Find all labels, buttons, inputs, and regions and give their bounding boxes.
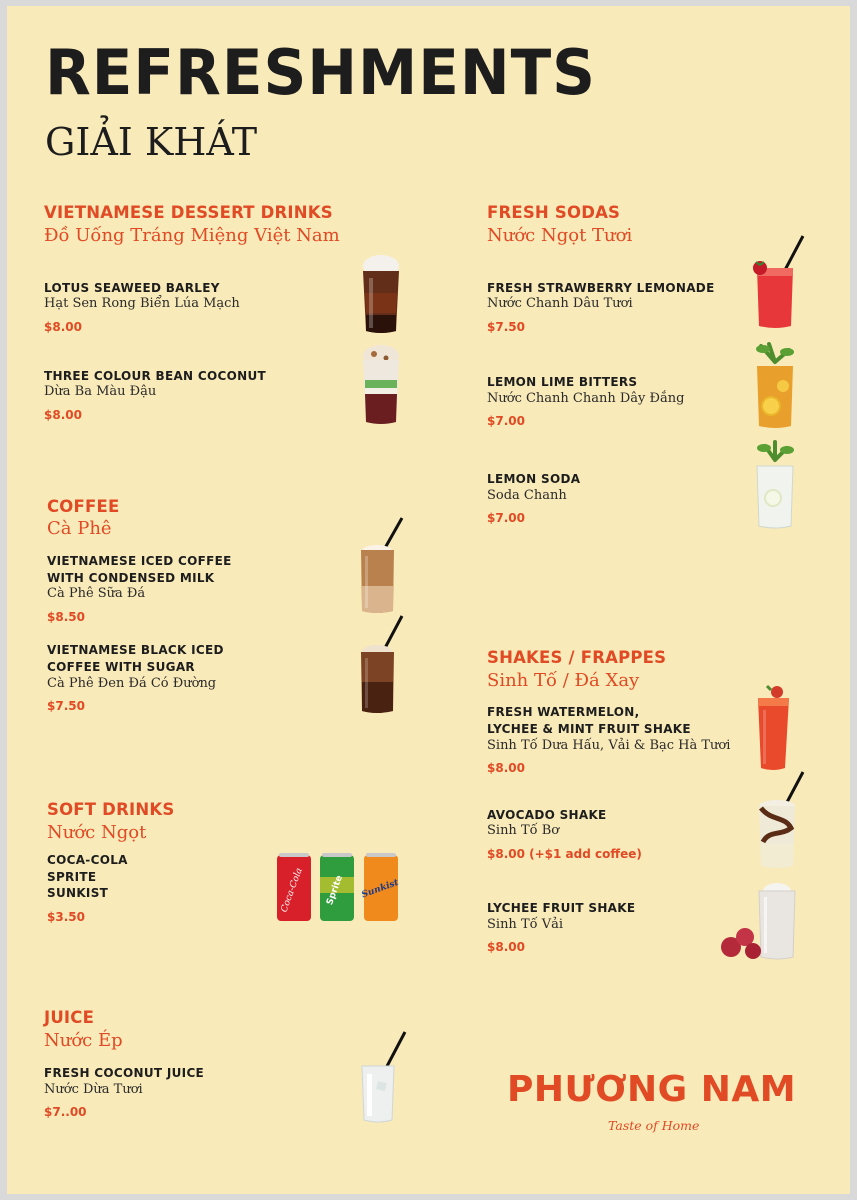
item-vietnamese-name: Sinh Tố Dưa Hấu, Vải & Bạc Hà Tươi	[487, 738, 731, 753]
item-name: FRESH STRAWBERRY LEMONADE	[487, 281, 715, 295]
lemon-soda-image	[747, 440, 803, 530]
item-name: VIETNAMESE ICED COFFEE WITH CONDENSED MILK	[47, 554, 232, 585]
strawberry-lemonade-image	[749, 234, 805, 330]
section-title-juice: JUICE	[44, 1008, 95, 1027]
item-price: $8.50	[47, 610, 85, 624]
item-price: $3.50	[47, 910, 85, 924]
avocado-shake-image	[751, 766, 805, 870]
item-name: LEMON SODA	[487, 472, 581, 486]
section-subtitle-shakes-frappes: Sinh Tố / Đá Xay	[487, 670, 640, 691]
brand-name: PHƯƠNG NAM	[507, 1069, 797, 1110]
item-name: LEMON LIME BITTERS	[487, 375, 638, 389]
section-subtitle-coffee: Cà Phê	[47, 518, 112, 539]
lychee-fruit-shake-image	[713, 879, 805, 963]
item-vietnamese-name: Soda Chanh	[487, 488, 567, 503]
section-title-coffee: COFFEE	[47, 497, 120, 516]
section-title-dessert-drinks: VIETNAMESE DESSERT DRINKS	[44, 203, 333, 222]
item-price: $8.00	[44, 408, 82, 422]
menu-page	[7, 6, 850, 1194]
section-subtitle-juice: Nước Ép	[44, 1030, 123, 1051]
svg-text:Sprite: Sprite	[325, 874, 346, 907]
item-name: LYCHEE FRUIT SHAKE	[487, 901, 636, 915]
item-vietnamese-name: Sinh Tố Bơ	[487, 823, 560, 838]
item-price: $7.00	[487, 414, 525, 428]
black-iced-coffee-image	[356, 612, 406, 716]
item-price: $8.00	[487, 940, 525, 954]
item-name: THREE COLOUR BEAN COCONUT	[44, 369, 266, 383]
svg-text:Sunkist: Sunkist	[360, 877, 401, 901]
iced-coffee-condensed-milk-image	[356, 516, 406, 616]
page-title: REFRESHMENTS	[45, 36, 597, 109]
item-name: AVOCADO SHAKE	[487, 808, 607, 822]
item-name: FRESH COCONUT JUICE	[44, 1066, 205, 1080]
item-vietnamese-name: Dừa Ba Màu Đậu	[44, 384, 157, 399]
item-name: COCA-COLA SPRITE SUNKIST	[47, 853, 128, 900]
item-name: FRESH WATERMELON, LYCHEE & MINT FRUIT SHAKE	[487, 705, 691, 736]
item-price: $7.50	[487, 320, 525, 334]
item-price: $8.00	[44, 320, 82, 334]
sunkist-can-icon	[361, 853, 401, 921]
item-vietnamese-name: Sinh Tố Vải	[487, 917, 563, 932]
item-price: $8.00 (+$1 add coffee)	[487, 847, 642, 861]
page-subtitle: GIẢI KHÁT	[45, 120, 258, 164]
section-title-shakes-frappes: SHAKES / FRAPPES	[487, 648, 667, 667]
section-subtitle-soft-drinks: Nước Ngọt	[47, 822, 147, 843]
item-vietnamese-name: Nước Chanh Dâu Tươi	[487, 296, 633, 311]
item-price: $8.00	[487, 761, 525, 775]
item-vietnamese-name: Cà Phê Đen Đá Có Đường	[47, 676, 217, 691]
item-name: VIETNAMESE BLACK ICED COFFEE WITH SUGAR	[47, 643, 224, 674]
item-name: LOTUS SEAWEED BARLEY	[44, 281, 220, 295]
coconut-juice-image	[357, 1030, 407, 1126]
section-title-soft-drinks: SOFT DRINKS	[47, 800, 175, 819]
item-vietnamese-name: Nước Chanh Chanh Dây Đắng	[487, 391, 685, 406]
item-price: $7..00	[44, 1105, 87, 1119]
section-title-fresh-sodas: FRESH SODAS	[487, 203, 621, 222]
item-price: $7.50	[47, 699, 85, 713]
sprite-can-icon	[320, 853, 354, 921]
coca-cola-can-icon	[277, 853, 311, 921]
lotus-seaweed-barley-drink-image	[358, 253, 404, 335]
section-subtitle-dessert-drinks: Đồ Uống Tráng Miệng Việt Nam	[44, 225, 340, 246]
lemon-lime-bitters-image	[747, 340, 803, 430]
three-colour-bean-coconut-drink-image	[358, 344, 404, 426]
watermelon-lychee-mint-shake-image	[753, 682, 795, 772]
section-subtitle-fresh-sodas: Nước Ngọt Tươi	[487, 225, 633, 246]
svg-text:Coca-Cola: Coca-Cola	[279, 866, 305, 914]
brand-tagline: Taste of Home	[608, 1118, 700, 1133]
item-price: $7.00	[487, 511, 525, 525]
soft-drink-cans-image	[275, 851, 405, 925]
item-vietnamese-name: Nước Dừa Tươi	[44, 1082, 143, 1097]
item-vietnamese-name: Hạt Sen Rong Biển Lúa Mạch	[44, 296, 240, 311]
item-vietnamese-name: Cà Phê Sữa Đá	[47, 586, 146, 601]
